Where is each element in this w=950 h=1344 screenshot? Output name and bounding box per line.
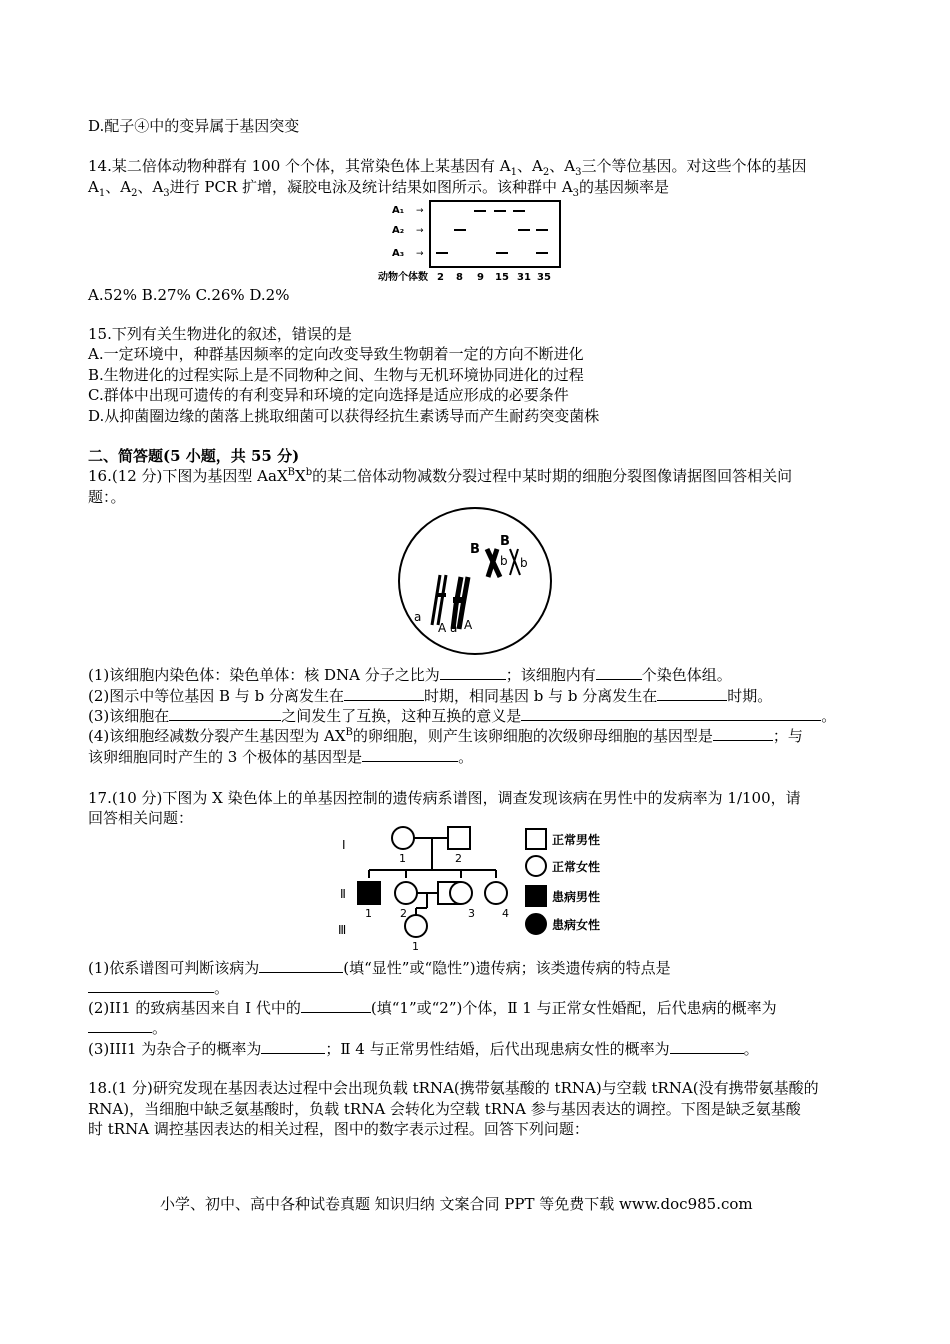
svg-text:3: 3: [468, 907, 475, 920]
gel-count-6: 35: [537, 272, 551, 283]
svg-text:1: 1: [399, 852, 406, 865]
q16-part3: (3)该细胞在 之间发生了互换，这种互换的意义是 。: [88, 707, 837, 725]
gel-label-a1: A₁: [392, 205, 405, 216]
q16-stem-line2: 题：。: [88, 488, 126, 506]
legend-normal-female-symbol: [526, 856, 546, 876]
answer-blank[interactable]: [521, 706, 821, 721]
answer-blank[interactable]: [261, 1039, 325, 1054]
answer-blank[interactable]: [670, 1039, 744, 1054]
svg-text:→: →: [416, 206, 424, 216]
svg-text:4: 4: [502, 907, 509, 920]
q17-stem-line1: 17.(10 分)下图为 X 染色体上的单基因控制的遗传病系谱图，调查发现该病在男性中的发病率为 1/100，请: [88, 789, 801, 807]
gel-count-label: 动物个体数: [378, 272, 428, 283]
q18-line3: 时 tRNA 调控基因表达的相关过程，图中的数字表示过程。回答下列问题：: [88, 1120, 589, 1138]
legend-affected-female: 患病女性: [552, 918, 601, 932]
generation-I: Ⅰ: [342, 838, 346, 852]
q18-line1: 18.(1 分)研究发现在基因表达过程中会出现负载 tRNA(携带氨基酸的 tRNA)与空载 tRNA(没有携带氨基酸的: [88, 1079, 819, 1097]
generation-III: Ⅲ: [338, 923, 347, 937]
gel-electrophoresis-figure: [378, 198, 568, 284]
q18-line2: RNA)，当细胞中缺乏氨基酸时，负载 tRNA 会转化为空载 tRNA 参与基因表达的调控。下图是缺乏氨基酸: [88, 1100, 801, 1118]
individual-I-2: [448, 827, 470, 849]
cell-label-A1: A: [438, 621, 447, 635]
answer-blank[interactable]: [88, 978, 214, 993]
q15-option-c: C.群体中出现可遗传的有利变异和环境的定向选择是适应形成的必要条件: [88, 386, 569, 404]
q15-option-b: B.生物进化的过程实际上是不同物种之间、生物与无机环境协同进化的过程: [88, 366, 584, 384]
answer-blank[interactable]: [362, 747, 458, 762]
q15-option-d: D.从抑菌圈边缘的菌落上挑取细菌可以获得经抗生素诱导而产生耐药突变菌株: [88, 407, 600, 425]
q16-part2: (2)图示中等位基因 B 与 b 分离发生在 时期，相同基因 b 与 b 分离发生在 时期。: [88, 687, 773, 705]
answer-blank[interactable]: [259, 958, 343, 973]
svg-text:→: →: [416, 249, 424, 259]
q15-option-a: A.一定环境中，种群基因频率的定向改变导致生物朝着一定的方向不断进化: [88, 345, 584, 363]
generation-II: Ⅱ: [340, 887, 346, 901]
q14-stem-line1: 14.某二倍体动物种群有 100 个个体，其常染色体上某基因有 $A_1$、$A_2$、$A_3$三个等位基因。对这些个体的基因: [88, 157, 807, 178]
gel-count-2: 8: [456, 272, 463, 283]
gel-count-4: 15: [495, 272, 509, 283]
q17-part2-line2: 。: [88, 1018, 167, 1038]
answer-blank[interactable]: [344, 686, 424, 701]
legend-affected-male: 患病男性: [552, 890, 601, 904]
gel-count-5: 31: [517, 272, 531, 283]
gel-count-3: 9: [477, 272, 484, 283]
individual-II-1: [358, 882, 380, 904]
q17-part2-line1: (2)II1 的致病基因来自 I 代中的 (填“1”或“2”)个体，Ⅱ 1 与正常女性婚配，后代患病的概率为: [88, 999, 777, 1017]
answer-blank[interactable]: [88, 1018, 152, 1033]
cell-label-a: a: [414, 610, 422, 624]
cell-division-figure: [396, 505, 554, 657]
answer-blank[interactable]: [169, 706, 281, 721]
answer-blank[interactable]: [713, 726, 773, 741]
q14-stem-line2: $A_1$、$A_2$、$A_3$进行 PCR 扩增，凝胶电泳及统计结果如图所示。该种群中 $A_3$的基因频率是: [88, 178, 670, 199]
gel-count-1: 2: [437, 272, 444, 283]
q14-options: A.52% B.27% C.26% D.2%: [88, 286, 290, 304]
legend-affected-male-symbol: [526, 886, 546, 906]
pedigree-figure: [336, 822, 626, 954]
q16-part4-line1: (4)该细胞经减数分裂产生基因型为 $AX^B$的卵细胞，则产生该卵细胞的次级卵母细胞的基因型是 ；与: [88, 727, 803, 745]
q17-part1-line1: (1)依系谱图可判断该病为 (填“显性”或“隐性”)遗传病；该类遗传病的特点是: [88, 959, 671, 977]
svg-text:→: →: [416, 226, 424, 236]
cell-label-B1: B: [470, 542, 480, 557]
q17-part3: (3)III1 为杂合子的概率为 ；Ⅱ 4 与正常男性结婚，后代出现患病女性的概率为 。: [88, 1040, 759, 1058]
gel-label-a3: A₃: [392, 248, 405, 259]
section-heading: 二、简答题(5 小题，共 55 分): [88, 447, 300, 465]
svg-text:1: 1: [365, 907, 372, 920]
q16-part1: (1)该细胞内染色体：染色单体：核 DNA 分子之比为 ；该细胞内有 个染色体组。: [88, 666, 732, 684]
q16-part4-line2: 该卵细胞同时产生的 3 个极体的基因型是 。: [88, 748, 474, 766]
legend-affected-female-symbol: [526, 914, 546, 934]
individual-I-1: [392, 827, 414, 849]
svg-text:2: 2: [400, 907, 407, 920]
gel-bands: [436, 211, 548, 253]
q15-stem: 15.下列有关生物进化的叙述，错误的是: [88, 325, 352, 343]
legend-normal-male: 正常男性: [552, 833, 601, 847]
cell-label-b2: b: [520, 556, 528, 570]
cell-label-B2: B: [500, 534, 510, 549]
individual-II-2: [395, 882, 417, 904]
legend-normal-male-symbol: [526, 829, 546, 849]
cell-label-b1: b: [500, 554, 508, 568]
individual-III-1: [405, 915, 427, 937]
svg-text:2: 2: [455, 852, 462, 865]
answer-blank[interactable]: [301, 998, 371, 1013]
svg-text:1: 1: [412, 940, 419, 953]
q17-stem-line2: 回答相关问题：: [88, 809, 194, 827]
page-footer: 小学、初中、高中各种试卷真题 知识归纳 文案合同 PPT 等免费下载 www.doc985.com: [160, 1195, 753, 1213]
individual-II-3: [450, 882, 472, 904]
cell-label-A2: A: [464, 618, 473, 632]
q13-option-d: D.配子④中的变异属于基因突变: [88, 117, 300, 135]
answer-blank[interactable]: [657, 686, 727, 701]
legend-normal-female: 正常女性: [552, 860, 601, 874]
answer-blank[interactable]: [596, 665, 642, 680]
q16-stem-line1: 16.(12 分)下图为基因型 $AaX^BX^b$的某二倍体动物减数分裂过程中某时期的细胞分裂图像请据图回答相关问: [88, 467, 793, 485]
answer-blank[interactable]: [440, 665, 506, 680]
q17-part1-line2: 。: [88, 978, 229, 998]
cell-label-a2: a: [450, 621, 458, 635]
gel-label-a2: A₂: [392, 225, 405, 236]
individual-II-4: [485, 882, 507, 904]
